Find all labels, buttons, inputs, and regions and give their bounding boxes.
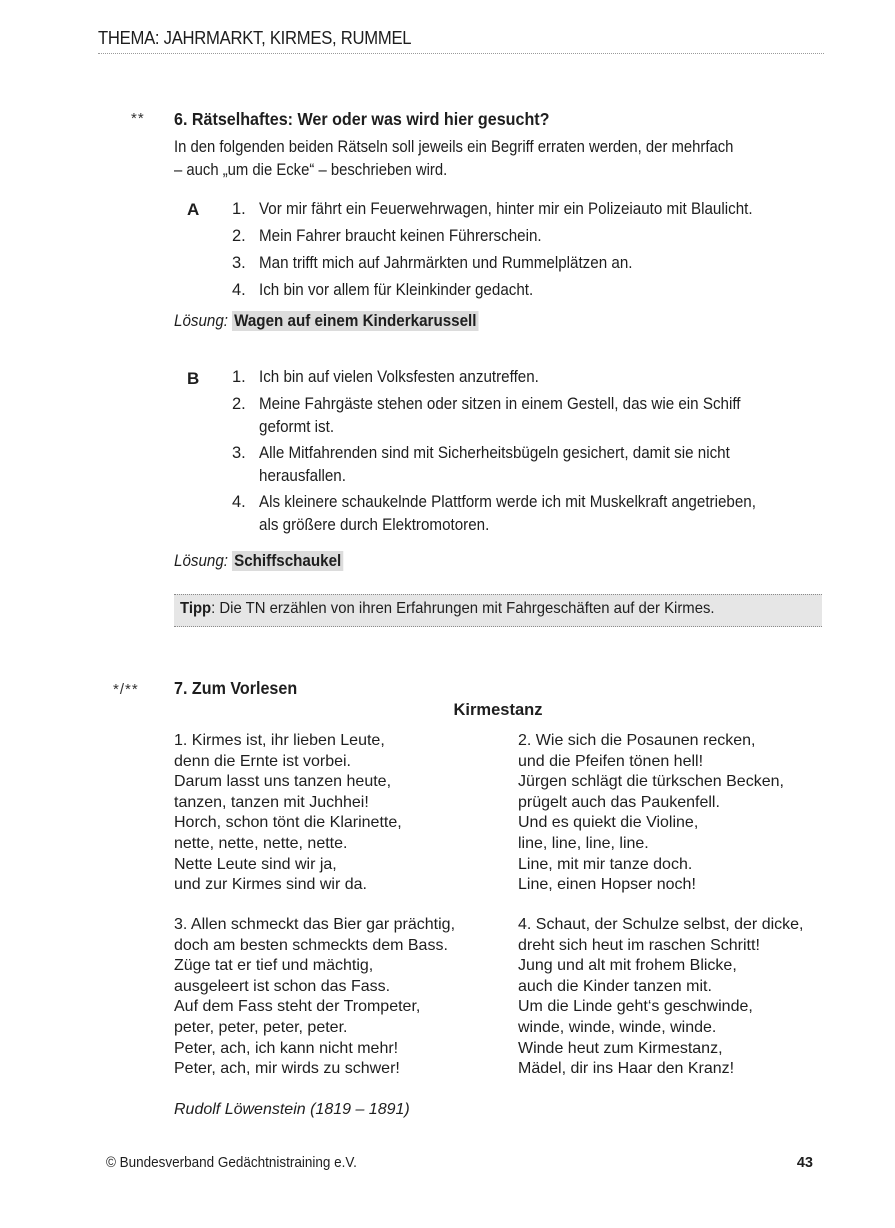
poem-line: denn die Ernte ist vorbei. [174, 752, 351, 770]
clue-text: Ich bin auf vielen Volksfesten anzutreffen. [259, 368, 539, 386]
clue-text: Man trifft mich auf Jahrmärkten und Rummelplätzen an. [259, 254, 633, 272]
clue-text: Mein Fahrer braucht keinen Führerschein. [259, 227, 542, 245]
poem-line: Mädel, dir ins Haar den Kranz! [518, 1060, 735, 1078]
poem-line: und zur Kirmes sind wir da. [174, 876, 367, 894]
page-header-title: THEMA: JAHRMARKT, KIRMES, RUMMEL [98, 27, 412, 48]
clue-item [232, 393, 832, 439]
task6-title: 6. Rätselhaftes: Wer oder was wird hier gesucht? [174, 109, 550, 129]
poem-author: Rudolf Löwenstein (1819 – 1891) [174, 1101, 410, 1118]
solution-answer: Wagen auf einem Kinderkarussell [234, 312, 477, 330]
clue-item [232, 491, 832, 537]
clue-text: Meine Fahrgäste stehen oder sitzen in einem Gestell, das wie ein Schiff [259, 395, 741, 413]
tip-text [180, 600, 715, 618]
clue-item [232, 225, 832, 248]
clue-item [232, 366, 832, 389]
poem-line: Peter, ach, mir wirds zu schwer! [174, 1060, 400, 1078]
poem-line: tanzen, tanzen mit Juchhei! [174, 793, 369, 811]
poem-stanza-4 [518, 915, 803, 1080]
clue-number: 4. [232, 281, 246, 299]
clue-number: 3. [232, 254, 246, 272]
poem-line: Jung und alt mit frohem Blicke, [518, 957, 737, 975]
page-header [98, 27, 824, 54]
riddle-a-clues [232, 198, 832, 302]
poem-line: Und es quiekt die Violine, [518, 814, 699, 832]
solution-label: Lösung: [174, 312, 229, 330]
clue-number: 4. [232, 493, 246, 511]
task6-intro-line: – auch „um die Ecke“ – beschrieben wird. [174, 161, 448, 179]
poem-line: Züge tat er tief und mächtig, [174, 957, 374, 975]
poem-line: 4. Schaut, der Schulze selbst, der dicke, [518, 916, 804, 933]
task6-intro-line: In den folgenden beiden Rätseln soll jeweils ein Begriff erraten werden, der mehrfach [174, 138, 734, 156]
poem-stanza-1 [174, 731, 402, 896]
clue-number: 2. [232, 395, 246, 413]
poem-line: Line, mit mir tanze doch. [518, 855, 693, 873]
poem-line: ausgeleert ist schon das Fass. [174, 977, 391, 995]
task7-difficulty: */** [113, 681, 139, 698]
riddle-a-solution [174, 312, 478, 331]
solution-answer: Schiffschaukel [234, 552, 342, 570]
poem-line: Um die Linde geht‘s geschwinde, [518, 998, 753, 1016]
poem-line: Nette Leute sind wir ja, [174, 855, 337, 873]
tip-label: Tipp [180, 600, 212, 617]
clue-text: geformt ist. [259, 418, 335, 436]
poem-stanza-3 [174, 915, 455, 1080]
clue-text: Ich bin vor allem für Kleinkinder gedacht. [259, 281, 534, 299]
task6-difficulty: ** [131, 110, 145, 127]
poem-line: Winde heut zum Kirmestanz, [518, 1039, 723, 1057]
task6-intro [174, 136, 768, 182]
poem-line: line, line, line, line. [518, 834, 649, 852]
page-number: 43 [796, 1155, 813, 1171]
poem-line: doch am besten schmeckts dem Bass. [174, 936, 448, 954]
clue-number: 1. [232, 200, 246, 218]
clue-item [232, 279, 832, 302]
clue-item [232, 442, 832, 488]
poem-line: dreht sich heut im raschen Schritt! [518, 936, 760, 954]
clue-number: 3. [232, 444, 246, 462]
poem-line: prügelt auch das Paukenfell. [518, 793, 720, 811]
clue-text: Vor mir fährt ein Feuerwehrwagen, hinter mir ein Polizeiauto mit Blaulicht. [259, 200, 753, 218]
clue-item [232, 198, 832, 221]
header-divider [98, 53, 824, 54]
poem-line: 1. Kirmes ist, ihr lieben Leute, [174, 732, 385, 749]
clue-text: Als kleinere schaukelnde Plattform werde ich mit Muskelkraft angetrieben, [259, 493, 756, 511]
poem-line: 2. Wie sich die Posaunen recken, [518, 732, 756, 749]
footer-copyright: © Bundesverband Gedächtnistraining e.V. [106, 1155, 357, 1171]
poem-stanza-2 [518, 731, 784, 896]
poem-line: nette, nette, nette, nette. [174, 834, 348, 852]
riddle-b-solution [174, 552, 343, 571]
riddle-b-letter: B [187, 369, 200, 388]
poem-line: winde, winde, winde, winde. [518, 1018, 717, 1036]
poem-line: Peter, ach, ich kann nicht mehr! [174, 1039, 399, 1057]
poem-line: Darum lasst uns tanzen heute, [174, 773, 392, 791]
riddle-b-clues [232, 366, 832, 537]
poem-line: Jürgen schlägt die türkschen Becken, [518, 773, 784, 791]
poem-line: peter, peter, peter, peter. [174, 1018, 348, 1036]
poem-line: Auf dem Fass steht der Trompeter, [174, 998, 421, 1016]
poem-line: Line, einen Hopser noch! [518, 876, 696, 894]
clue-text: als größere durch Elektromotoren. [259, 516, 490, 534]
clue-item [232, 252, 832, 275]
poem-title: Kirmestanz [453, 701, 543, 719]
solution-label: Lösung: [174, 552, 229, 570]
task7-title: 7. Zum Vorlesen [174, 678, 298, 698]
tip-body: : Die TN erzählen von ihren Erfahrungen mit Fahrgeschäften auf der Kirmes. [211, 600, 715, 617]
poem-line: Horch, schon tönt die Klarinette, [174, 814, 402, 832]
poem-line: 3. Allen schmeckt das Bier gar prächtig, [174, 916, 456, 933]
poem-line: auch die Kinder tanzen mit. [518, 977, 712, 995]
riddle-a-letter: A [187, 200, 200, 219]
clue-number: 1. [232, 368, 246, 386]
clue-text: Alle Mitfahrenden sind mit Sicherheitsbügeln gesichert, damit sie nicht [259, 444, 730, 462]
clue-text: herausfallen. [259, 467, 346, 485]
tip-box [174, 594, 822, 627]
poem-line: und die Pfeifen tönen hell! [518, 752, 704, 770]
clue-number: 2. [232, 227, 246, 245]
